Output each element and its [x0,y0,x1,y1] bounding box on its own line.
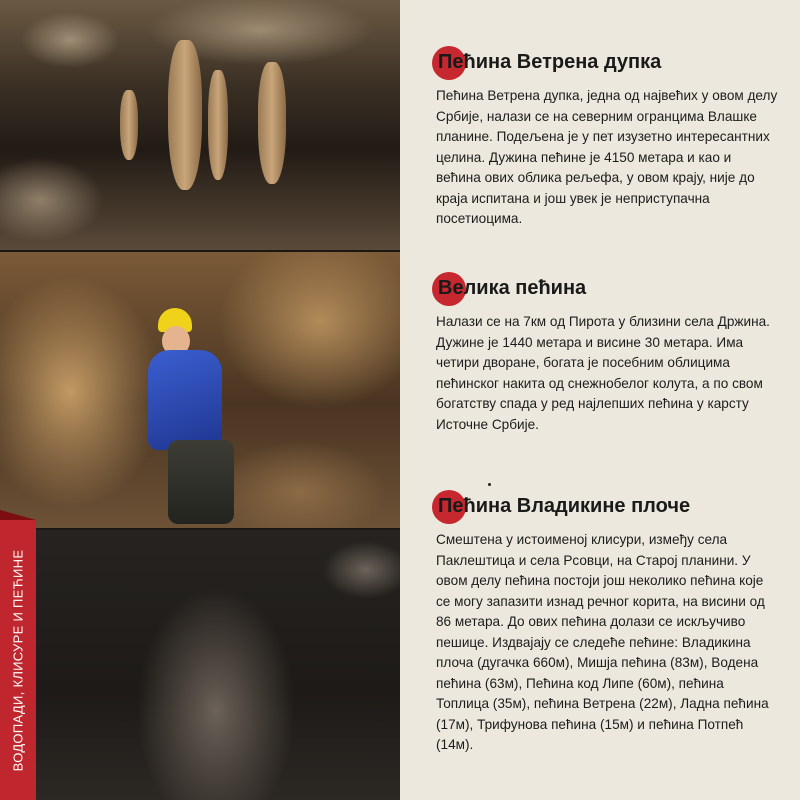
section-title: Пећина Владикине плоче [438,495,691,517]
chapter-side-tab [0,520,36,800]
cave-photo-vladikine-ploce [36,530,400,800]
stalactite-shape [120,90,138,160]
section-body: Смештена у истоименој клисури, између села Паклештица и села Рсовци, на Старој планини. У овом делу пећина постоји још неколико пећина које се могу запазити изнад речног корита, на висини од 86 метара. До ових пећина долази се искључиво пешице. Издвајају се следеће пећине: Владикина плоча (дугачка 660м), Мишја пећина (83м), Водена пећина (63м), Пећина код Липе (60м), пећина Топлица (35м), пећина Ветрена (22м), Ладна пећина (17м), Трифунова пећина (15м) и пећина Потпећ (14м). [436,532,769,752]
cave-photo-vetrena-dupka [0,0,400,250]
section-title: Велика пећина [438,277,587,299]
section-body: Пећина Ветрена дупка, једна од највећих у овом делу Србије, налази се на северним огранцима Влашке планине. Подељена је у пет изузетно интересантних целина. Дужина пећине је 4150 метара и као и већина ових облика рељефа, у овом крају, није до краја испитана и још увек је неприступачна посетиоцима. [436,88,778,226]
section-title: Пећина Ветрена дупка [438,51,662,73]
section-heading [436,272,778,306]
cave-photo-velika-pecina [0,252,400,528]
text-column [402,0,800,800]
section-velika-pecina [436,272,778,435]
section-heading [436,46,778,80]
stalagmite-shape [168,40,202,190]
stalactite-shape [258,62,286,184]
section-vladikine-ploce [436,490,778,756]
stalactite-shape [208,70,228,180]
stray-dot [488,483,491,486]
section-body: Налази се на 7км од Пирота у близини села Држина. Дужине је 1440 метара и висине 30 метара. Има четири дворане, богата је посебним облицима пећинског накита од снежнобелог колута, а по свом богатству спада у ред најлепших пећина у карсту Источне Србије. [436,314,770,432]
section-vetrena-dupka [436,46,778,230]
section-heading [436,490,778,524]
chapter-label: ВОДОПАДИ, КЛИСУРЕ И ПЕЋИНЕ [10,549,26,771]
